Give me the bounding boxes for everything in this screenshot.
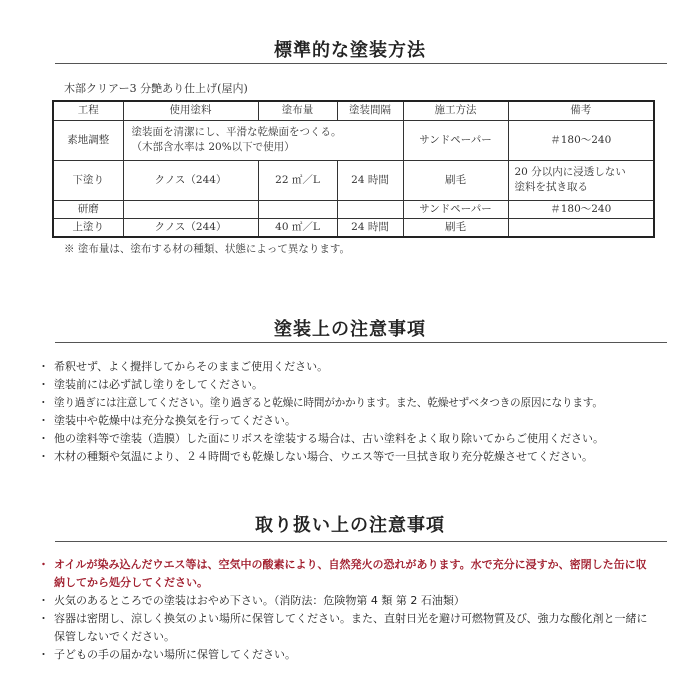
cell-amount: 22 ㎡／L: [258, 160, 337, 200]
header-process: 工程: [53, 101, 123, 120]
list-item-text: 塗装中や乾燥中は充分な換気を行ってください。: [54, 414, 296, 427]
cell-process: 研磨: [53, 200, 123, 218]
table-footnote: ※ 塗布量は、塗布する材の種類、状態によって異なります。: [64, 243, 350, 255]
cell-merged-description: [123, 120, 403, 160]
section-divider: [55, 342, 667, 343]
list-item: [38, 430, 678, 448]
list-item-text: 塗り過ぎには注意してください。塗り過ぎると乾燥に時間がかかります。また、乾燥せずベタつきの原因になります。: [54, 397, 603, 409]
cell-text-line: （木部含水率は 20%以下で使用）: [131, 141, 295, 154]
list-item-text: 希釈せず、よく攪拌してからそのままご使用ください。: [54, 360, 329, 373]
list-item-text: 塗装前には必ず試し塗りをしてください。: [54, 378, 263, 391]
handling-notes-list: [38, 556, 650, 664]
cell-amount: 40 ㎡／L: [258, 218, 337, 237]
cell-note: [508, 160, 654, 200]
table-row: [53, 218, 654, 237]
header-amount: 塗布量: [258, 101, 337, 120]
header-method: 施工方法: [403, 101, 508, 120]
cell-process: 下塗り: [53, 160, 123, 200]
list-item: [38, 592, 650, 610]
table-row: [53, 160, 654, 200]
section-title-handling-notes: 取り扱い上の注意事項: [255, 515, 445, 536]
cell-method: 刷毛: [403, 218, 508, 237]
list-item-text: 火気のあるところでの塗装はおやめ下さい。（消防法：危険物第 4 類 第 2 石油類）: [54, 594, 465, 607]
cell-note: ＃180～240: [508, 200, 654, 218]
list-item: [38, 646, 650, 664]
section-title-painting-notes: 塗装上の注意事項: [274, 319, 426, 340]
list-item: [38, 358, 678, 376]
bullet-icon: ・: [38, 378, 49, 391]
section-title-standard-method: 標準的な塗装方法: [274, 40, 426, 61]
bullet-icon: ・: [38, 432, 49, 445]
list-item: [38, 610, 650, 646]
cell-method: サンドペーパー: [403, 120, 508, 160]
table-subtitle: 木部クリアー3 分艶あり仕上げ(屋内): [64, 82, 248, 95]
cell-interval: 24 時間: [337, 218, 403, 237]
warning-list-item: [38, 556, 650, 592]
section-divider: [55, 541, 667, 542]
header-paint: 使用塗料: [123, 101, 258, 120]
bullet-icon: ・: [38, 397, 49, 409]
cell-paint: クノス（244）: [123, 160, 258, 200]
bullet-icon: ・: [38, 414, 49, 427]
cell-method: 刷毛: [403, 160, 508, 200]
bullet-icon: ・: [38, 594, 49, 607]
bullet-icon: ・: [38, 450, 49, 463]
list-item: [38, 394, 678, 412]
header-note: 備考: [508, 101, 654, 120]
bullet-icon: ・: [38, 360, 49, 373]
cell-text-line: 塗装面を清潔にし、平滑な乾燥面をつくる。: [131, 126, 342, 139]
table-row: [53, 200, 654, 218]
painting-notes-list: [38, 358, 678, 466]
cell-interval: 24 時間: [337, 160, 403, 200]
table-row: [53, 120, 654, 160]
bullet-icon: ・: [38, 558, 49, 571]
list-item-text: 子どもの手の届かない場所に保管してください。: [54, 648, 296, 661]
bullet-icon: ・: [38, 612, 49, 625]
cell-interval: [337, 200, 403, 218]
list-item-text: 木材の種類や気温により、２４時間でも乾燥しない場合、ウエス等で一旦拭き取り充分乾燥させてください。: [54, 450, 593, 463]
list-item-text: 他の塗料等で塗装（造膜）した面にリボスを塗装する場合は、古い塗料をよく取り除いてからご使用ください。: [54, 432, 604, 445]
header-interval: 塗装間隔: [337, 101, 403, 120]
bullet-icon: ・: [38, 648, 49, 661]
list-item-text: 容器は密閉し、涼しく換気のよい場所に保管してください。また、直射日光を避け可燃物質及び、強力な酸化剤と一緒に保管しないでください。: [54, 612, 648, 643]
cell-method: サンドペーパー: [403, 200, 508, 218]
cell-text-line: 20 分以内に浸透しない: [514, 166, 626, 179]
painting-spec-table: [52, 100, 655, 238]
list-item: [38, 412, 678, 430]
cell-process: 上塗り: [53, 218, 123, 237]
table-header-row: [53, 101, 654, 120]
cell-amount: [258, 200, 337, 218]
warning-text: オイルが染み込んだウエス等は、空気中の酸素により、自然発火の恐れがあります。水で充分に浸すか、密閉した缶に収納してから処分してください。: [54, 558, 647, 589]
cell-text-line: 塗料を拭き取る: [514, 181, 588, 194]
list-item: [38, 376, 678, 394]
cell-note: [508, 218, 654, 237]
cell-paint: [123, 200, 258, 218]
cell-process: 素地調整: [53, 120, 123, 160]
cell-paint: クノス（244）: [123, 218, 258, 237]
cell-note: ＃180～240: [508, 120, 654, 160]
section-divider: [55, 63, 667, 64]
list-item: [38, 448, 678, 466]
